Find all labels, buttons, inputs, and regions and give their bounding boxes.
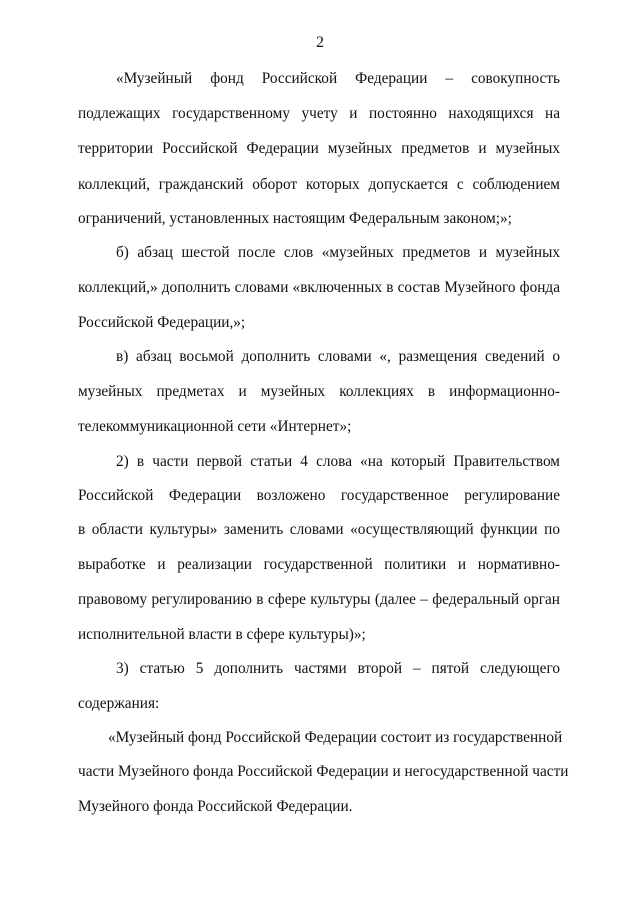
text-line: «Музейный фонд Российской Федерации – совокупность xyxy=(116,70,560,87)
text-line: «Музейный фонд Российской Федерации состоит из государственной xyxy=(108,729,563,746)
text-line: 2) в части первой статьи 4 слова «на который Правительством xyxy=(116,453,560,470)
text-line: в области культуры» заменить словами «осуществляющий функции по xyxy=(78,521,560,538)
text-line: Российской Федерации,»; xyxy=(78,314,246,331)
text-line: коллекций, гражданский оборот которых допускается с соблюдением xyxy=(78,176,560,193)
text-line: 3) статью 5 дополнить частями второй – пятой следующего xyxy=(116,660,560,677)
text-line: исполнительной власти в сфере культуры)»; xyxy=(78,626,366,643)
text-line: подлежащих государственному учету и постоянно находящихся на xyxy=(78,105,560,122)
text-line: части Музейного фонда Российской Федерации и негосударственной части xyxy=(78,763,569,780)
text-line: ограничений, установленных настоящим Федеральным законом;»; xyxy=(78,210,512,227)
text-line: правовому регулированию в сфере культуры (далее – федеральный орган xyxy=(78,591,560,608)
text-line: Российской Федерации возложено государственное регулирование xyxy=(78,487,560,504)
text-line: содержания: xyxy=(78,695,160,712)
text-line: выработке и реализации государственной политики и нормативно- xyxy=(78,556,560,573)
text-line: Музейного фонда Российской Федерации. xyxy=(78,798,353,815)
text-line: музейных предметах и музейных коллекциях в информационно- xyxy=(78,383,560,400)
text-line: территории Российской Федерации музейных предметов и музейных xyxy=(78,140,560,157)
text-line: в) абзац восьмой дополнить словами «, размещения сведений о xyxy=(116,348,560,365)
text-line: коллекций,» дополнить словами «включенных в состав Музейного фонда xyxy=(78,279,560,296)
page-number: 2 xyxy=(316,34,324,51)
text-line: телекоммуникационной сети «Интернет»; xyxy=(78,418,352,435)
text-line: б) абзац шестой после слов «музейных предметов и музейных xyxy=(116,244,560,261)
